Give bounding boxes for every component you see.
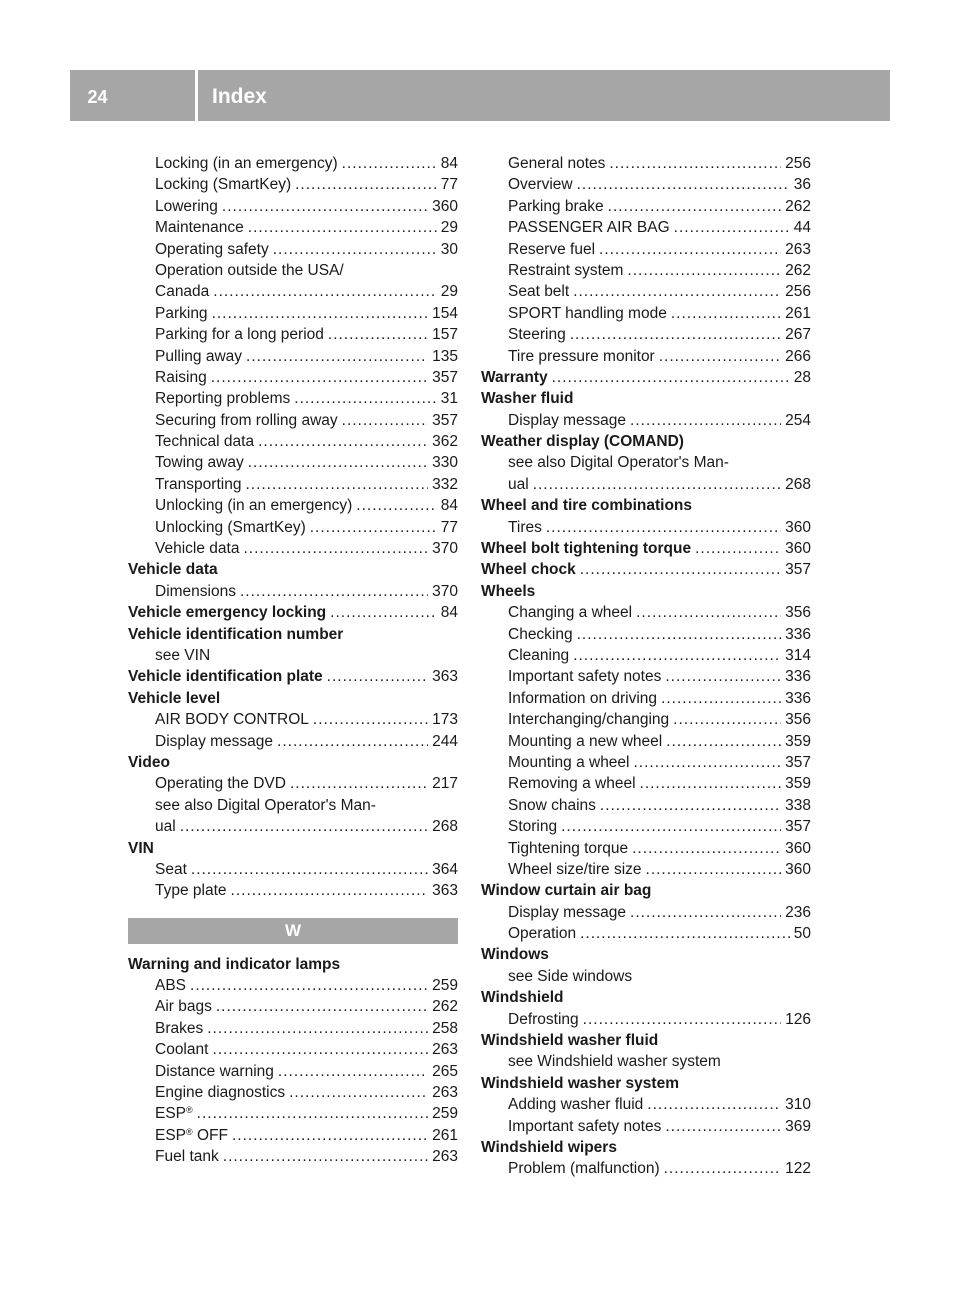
index-heading: VIN (128, 839, 154, 857)
index-heading: Vehicle identification number (128, 625, 344, 643)
index-entry[interactable]: Operating safety ..... 30 (128, 239, 458, 260)
see-reference[interactable]: ual ..... 268 (481, 474, 811, 495)
index-entry[interactable]: Cleaning ..... 314 (481, 645, 811, 666)
index-heading: Washer fluid (481, 390, 574, 408)
index-entry[interactable]: SPORT handling mode ..... 261 (481, 303, 811, 324)
index-entry[interactable]: Adding washer fluid ..... 310 (481, 1094, 811, 1115)
section-letter-header: W (128, 918, 458, 944)
index-entry[interactable]: Wheel bolt tightening torque ..... 360 (481, 538, 811, 559)
index-entry[interactable]: Display message ..... 236 (481, 902, 811, 923)
index-entry[interactable]: Operating the DVD ..... 217 (128, 773, 458, 794)
index-entry[interactable]: Type plate ..... 363 (128, 880, 458, 901)
index-entry[interactable]: Maintenance ..... 29 (128, 217, 458, 238)
index-entry[interactable]: Parking brake ..... 262 (481, 196, 811, 217)
index-entry[interactable]: Tires ..... 360 (481, 517, 811, 538)
index-entry[interactable]: Dimensions ..... 370 (128, 581, 458, 602)
index-entry[interactable]: Air bags ..... 262 (128, 996, 458, 1017)
index-entry[interactable]: Fuel tank ..... 263 (128, 1146, 458, 1167)
index-heading: Video (128, 753, 170, 771)
index-entry[interactable]: PASSENGER AIR BAG ..... 44 (481, 217, 811, 238)
index-entry[interactable]: Pulling away ..... 135 (128, 346, 458, 367)
index-heading: Windshield washer system (481, 1074, 679, 1092)
index-entry[interactable]: Defrosting ..... 126 (481, 1009, 811, 1030)
index-entry[interactable]: Transporting ..... 332 (128, 474, 458, 495)
index-entry[interactable]: Locking (in an emergency) ..... 84 (128, 153, 458, 174)
index-entry[interactable]: ABS ..... 259 (128, 975, 458, 996)
index-entry[interactable]: Technical data ..... 362 (128, 431, 458, 452)
page-number: 24 (87, 87, 108, 107)
index-entry[interactable]: ESP® ..... 259 (128, 1103, 458, 1124)
index-heading: Windows (481, 946, 549, 964)
index-entry[interactable]: Storing ..... 357 (481, 816, 811, 837)
index-entry[interactable]: Vehicle identification plate ..... 363 (128, 666, 458, 687)
page-title: Index (212, 85, 267, 108)
see-reference: see also Digital Operator's Man- (155, 796, 376, 814)
index-entry[interactable]: Restraint system ..... 262 (481, 260, 811, 281)
index-entry[interactable]: Problem (malfunction) ..... 122 (481, 1158, 811, 1179)
index-entry[interactable]: Checking ..... 336 (481, 624, 811, 645)
index-entry[interactable]: Interchanging/changing ..... 356 (481, 709, 811, 730)
index-entry[interactable]: Parking for a long period ..... 157 (128, 324, 458, 345)
index-entry[interactable]: Wheel chock ..... 357 (481, 559, 811, 580)
index-entry[interactable]: Raising ..... 357 (128, 367, 458, 388)
index-entry[interactable]: Mounting a new wheel ..... 359 (481, 731, 811, 752)
index-entry[interactable]: Brakes ..... 258 (128, 1018, 458, 1039)
index-entry[interactable]: Removing a wheel ..... 359 (481, 773, 811, 794)
index-entry[interactable]: Distance warning ..... 265 (128, 1061, 458, 1082)
index-entry[interactable]: Operation ..... 50 (481, 923, 811, 944)
index-entry[interactable]: Reporting problems ..... 31 (128, 388, 458, 409)
index-entry[interactable]: Lowering ..... 360 (128, 196, 458, 217)
index-entry[interactable]: ESP® OFF ..... 261 (128, 1125, 458, 1146)
see-reference[interactable]: ual ..... 268 (128, 816, 458, 837)
index-entry[interactable]: Vehicle data ..... 370 (128, 538, 458, 559)
index-entry[interactable]: Warranty ..... 28 (481, 367, 811, 388)
index-entry[interactable]: Parking ..... 154 (128, 303, 458, 324)
index-entry[interactable]: Unlocking (SmartKey) ..... 77 (128, 517, 458, 538)
index-heading: Window curtain air bag (481, 882, 652, 900)
index-entry[interactable]: Important safety notes ..... 369 (481, 1116, 811, 1137)
index-entry[interactable]: Securing from rolling away ..... 357 (128, 410, 458, 431)
index-entry[interactable]: Display message ..... 254 (481, 410, 811, 431)
index-entry[interactable]: Reserve fuel ..... 263 (481, 239, 811, 260)
index-entry[interactable]: Seat belt ..... 256 (481, 281, 811, 302)
index-entry[interactable]: Coolant ..... 263 (128, 1039, 458, 1060)
index-entry[interactable]: Tightening torque ..... 360 (481, 838, 811, 859)
see-reference[interactable]: see Side windows (508, 967, 633, 985)
index-entry[interactable]: Wheel size/tire size ..... 360 (481, 859, 811, 880)
index-entry[interactable]: Information on driving ..... 336 (481, 688, 811, 709)
index-entry-continued: Operation outside the USA/ (155, 261, 344, 279)
index-entry[interactable]: Display message ..... 244 (128, 731, 458, 752)
index-entry[interactable]: Locking (SmartKey) ..... 77 (128, 174, 458, 195)
index-entry[interactable]: Overview ..... 36 (481, 174, 811, 195)
index-entry[interactable]: Towing away ..... 330 (128, 452, 458, 473)
index-heading: Vehicle data (128, 561, 218, 579)
index-entry[interactable]: Vehicle emergency locking ..... 84 (128, 602, 458, 623)
index-heading: Windshield (481, 989, 564, 1007)
index-entry[interactable]: Important safety notes ..... 336 (481, 666, 811, 687)
index-entry[interactable]: AIR BODY CONTROL ..... 173 (128, 709, 458, 730)
index-entry[interactable]: Unlocking (in an emergency) ..... 84 (128, 495, 458, 516)
header-divider (195, 70, 198, 121)
index-entry[interactable]: Canada ..... 29 (128, 281, 458, 302)
index-heading: Warning and indicator lamps (128, 955, 341, 973)
index-entry[interactable]: Changing a wheel ..... 356 (481, 602, 811, 623)
index-entry[interactable]: Steering ..... 267 (481, 324, 811, 345)
index-entry[interactable]: General notes ..... 256 (481, 153, 811, 174)
index-entry[interactable]: Engine diagnostics ..... 263 (128, 1082, 458, 1103)
index-heading: Windshield wipers (481, 1138, 617, 1156)
page-header (70, 70, 890, 121)
index-column-left (128, 153, 458, 1168)
see-reference[interactable]: see VIN (155, 646, 211, 664)
index-entry[interactable]: Snow chains ..... 338 (481, 795, 811, 816)
index-heading: Wheel and tire combinations (481, 497, 692, 515)
index-entry[interactable]: Seat ..... 364 (128, 859, 458, 880)
index-column-right (481, 153, 811, 1180)
index-entry[interactable]: Tire pressure monitor ..... 266 (481, 346, 811, 367)
see-reference: see also Digital Operator's Man- (508, 454, 729, 472)
index-heading: Windshield washer fluid (481, 1032, 659, 1050)
index-entry[interactable]: Mounting a wheel ..... 357 (481, 752, 811, 773)
see-reference[interactable]: see Windshield washer system (508, 1053, 721, 1071)
index-heading: Weather display (COMAND) (481, 433, 684, 451)
index-heading: Vehicle level (128, 689, 221, 707)
index-heading: Wheels (481, 582, 536, 600)
